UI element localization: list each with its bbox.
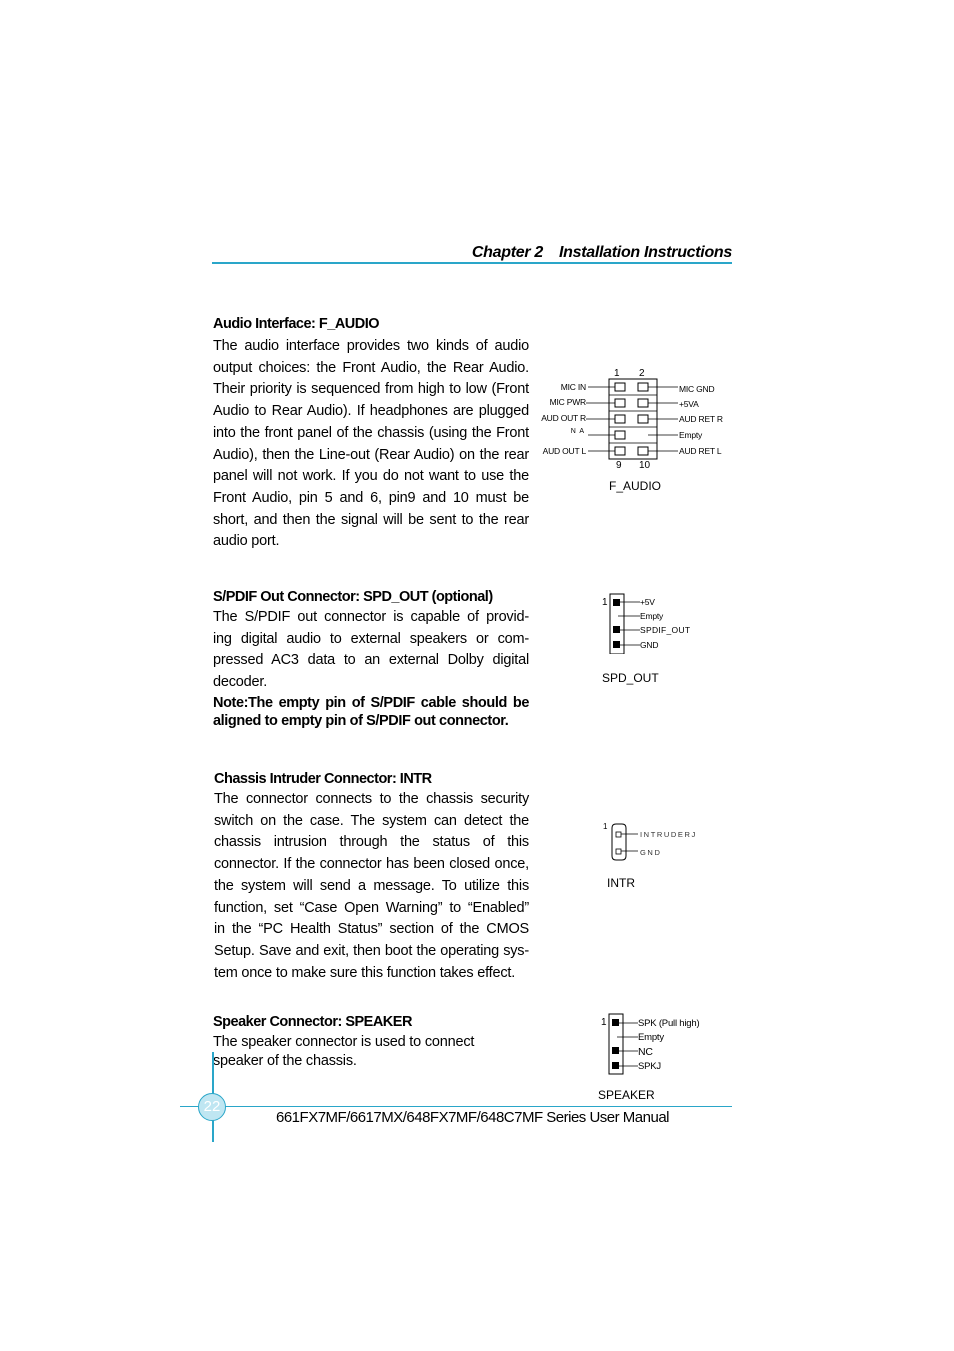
pin-2 <box>616 849 621 854</box>
running-header <box>440 244 732 262</box>
text-line: the system will send a message. To utilize this <box>214 877 529 894</box>
pin-9 <box>615 447 625 455</box>
intr-header-outline <box>612 824 626 860</box>
right-pin-label: +5VA <box>679 399 699 409</box>
text-line: ing digital audio to external speakers or com- <box>213 630 529 647</box>
right-pin-label: AUD RET L <box>679 446 722 456</box>
pin-label-top-right: 2 <box>639 368 645 379</box>
header-rule <box>212 262 732 264</box>
text-line: audio port. <box>213 533 280 550</box>
left-pin-label: MIC IN <box>560 382 586 392</box>
intr-diagram <box>600 818 710 898</box>
text-line: connector. If the connector has been closed once, <box>214 856 529 873</box>
pin-5 <box>615 415 625 423</box>
left-pin-label: AUD OUT L <box>542 446 586 456</box>
pin-label: GND <box>640 848 662 857</box>
pin-label: +5V <box>640 597 655 607</box>
left-pin-label: MIC PWR <box>549 397 586 407</box>
pin-1 <box>612 1019 619 1026</box>
text-line: The connector connects to the chassis security <box>214 791 529 807</box>
text-line: short, and then the signal will be sent to the rear <box>213 511 529 528</box>
pin-label: Empty <box>640 611 664 621</box>
spd-out-caption: SPD_OUT <box>602 671 659 685</box>
footer-rule <box>180 1106 732 1107</box>
pin-1 <box>613 599 620 606</box>
text-line: function, set “Case Open Warning” to “Enabled” <box>214 899 529 916</box>
pin-label: INTRUDERJ <box>640 830 697 839</box>
text-line: switch on the case. The system can detect the <box>214 812 529 829</box>
left-pin-label: AUD OUT R <box>541 413 586 423</box>
speaker-paragraph <box>213 1033 513 1071</box>
pin-1 <box>616 832 621 837</box>
pin-label: NC <box>638 1046 653 1058</box>
left-pin-label: N A <box>570 428 585 435</box>
pin-label: SPK (Pull high) <box>638 1018 700 1029</box>
text-line: Their priority is sequenced from high to low (Front <box>213 381 529 398</box>
pin-label-bottom-right: 10 <box>639 460 651 471</box>
speaker-diagram <box>598 1012 718 1104</box>
audio-paragraph <box>213 336 529 553</box>
pin-label-top-left: 1 <box>614 368 620 379</box>
pin-2 <box>638 383 648 391</box>
text-line: panel will not work. If you do not want to use the <box>213 468 529 485</box>
text-line: The S/PDIF out connector is capable of provid- <box>213 609 529 625</box>
chapter-title: Installation Instructions <box>559 244 732 261</box>
pin-3 <box>615 399 625 407</box>
note-line: aligned to empty pin of S/PDIF out connector. <box>213 713 509 729</box>
text-line: Audio), then the Line-out (Rear Audio) on the rear <box>213 446 529 463</box>
text-line: Front Audio, pin 5 and 6, pin9 and 10 must be <box>213 489 529 506</box>
text-line: in the “PC Health Status” section of the CMOS <box>214 921 529 938</box>
pin-label: GND <box>640 640 659 650</box>
text-line: tem once to make sure this function takes effect. <box>214 964 516 981</box>
pin-7 <box>615 431 625 439</box>
intr-section-title: Chassis Intruder Connector: INTR <box>214 771 432 787</box>
manual-title: 661FX7MF/6617MX/648FX7MF/648C7MF Series User Manual <box>276 1109 670 1126</box>
pin-1-label: 1 <box>601 1017 607 1028</box>
text-line: The audio interface provides two kinds of audio <box>213 338 529 354</box>
text-line: decoder. <box>213 674 268 691</box>
pin-1-label: 1 <box>603 822 608 831</box>
chapter-label: Chapter 2 <box>471 244 544 261</box>
spd-out-diagram <box>598 590 718 690</box>
right-pin-label: Empty <box>679 430 703 440</box>
intr-paragraph <box>214 789 529 984</box>
text-line: output choices: the Front Audio, the Rear Audio. <box>213 359 529 376</box>
text-line: into the front panel of the chassis (using the Front <box>213 424 529 441</box>
audio-section-title: Audio Interface: F_AUDIO <box>213 316 380 332</box>
pin-label: SPDIF_OUT <box>640 625 691 635</box>
text-line: chassis intrusion through the status of this <box>214 834 529 851</box>
pin-4 <box>612 1062 619 1069</box>
page-number-badge: 22 <box>198 1093 226 1121</box>
pin-label: Empty <box>638 1032 664 1043</box>
pin-label-bottom-left: 9 <box>616 460 622 471</box>
spdif-paragraph <box>213 607 529 694</box>
note-line: Note:The empty pin of S/PDIF cable should be <box>213 695 529 711</box>
pin-4 <box>638 399 648 407</box>
pin-3 <box>612 1047 619 1054</box>
pin-1-label: 1 <box>602 597 608 608</box>
speaker-section-title: Speaker Connector: SPEAKER <box>213 1014 412 1030</box>
speaker-caption: SPEAKER <box>598 1088 655 1102</box>
pin-6 <box>638 415 648 423</box>
spdif-note <box>213 694 529 730</box>
intr-caption: INTR <box>607 876 635 890</box>
pin-4 <box>613 641 620 648</box>
text-line: The speaker connector is used to connect <box>213 1034 475 1050</box>
text-line: pressed AC3 data to an external Dolby digital <box>213 652 529 669</box>
text-line: Setup. Save and exit, then boot the operating sys- <box>214 942 529 959</box>
pin-label: SPKJ <box>638 1061 661 1072</box>
text-line: Audio to Rear Audio). If headphones are plugged <box>213 403 529 420</box>
f-audio-diagram <box>530 368 740 498</box>
text-line: speaker of the chassis. <box>213 1053 357 1069</box>
pin-1 <box>615 383 625 391</box>
right-pin-label: MIC GND <box>679 384 715 394</box>
spdif-section-title: S/PDIF Out Connector: SPD_OUT (optional) <box>213 589 493 605</box>
f-audio-caption: F_AUDIO <box>609 479 662 493</box>
pin-10 <box>638 447 648 455</box>
pin-3 <box>613 626 620 633</box>
right-pin-label: AUD RET R <box>679 414 723 424</box>
